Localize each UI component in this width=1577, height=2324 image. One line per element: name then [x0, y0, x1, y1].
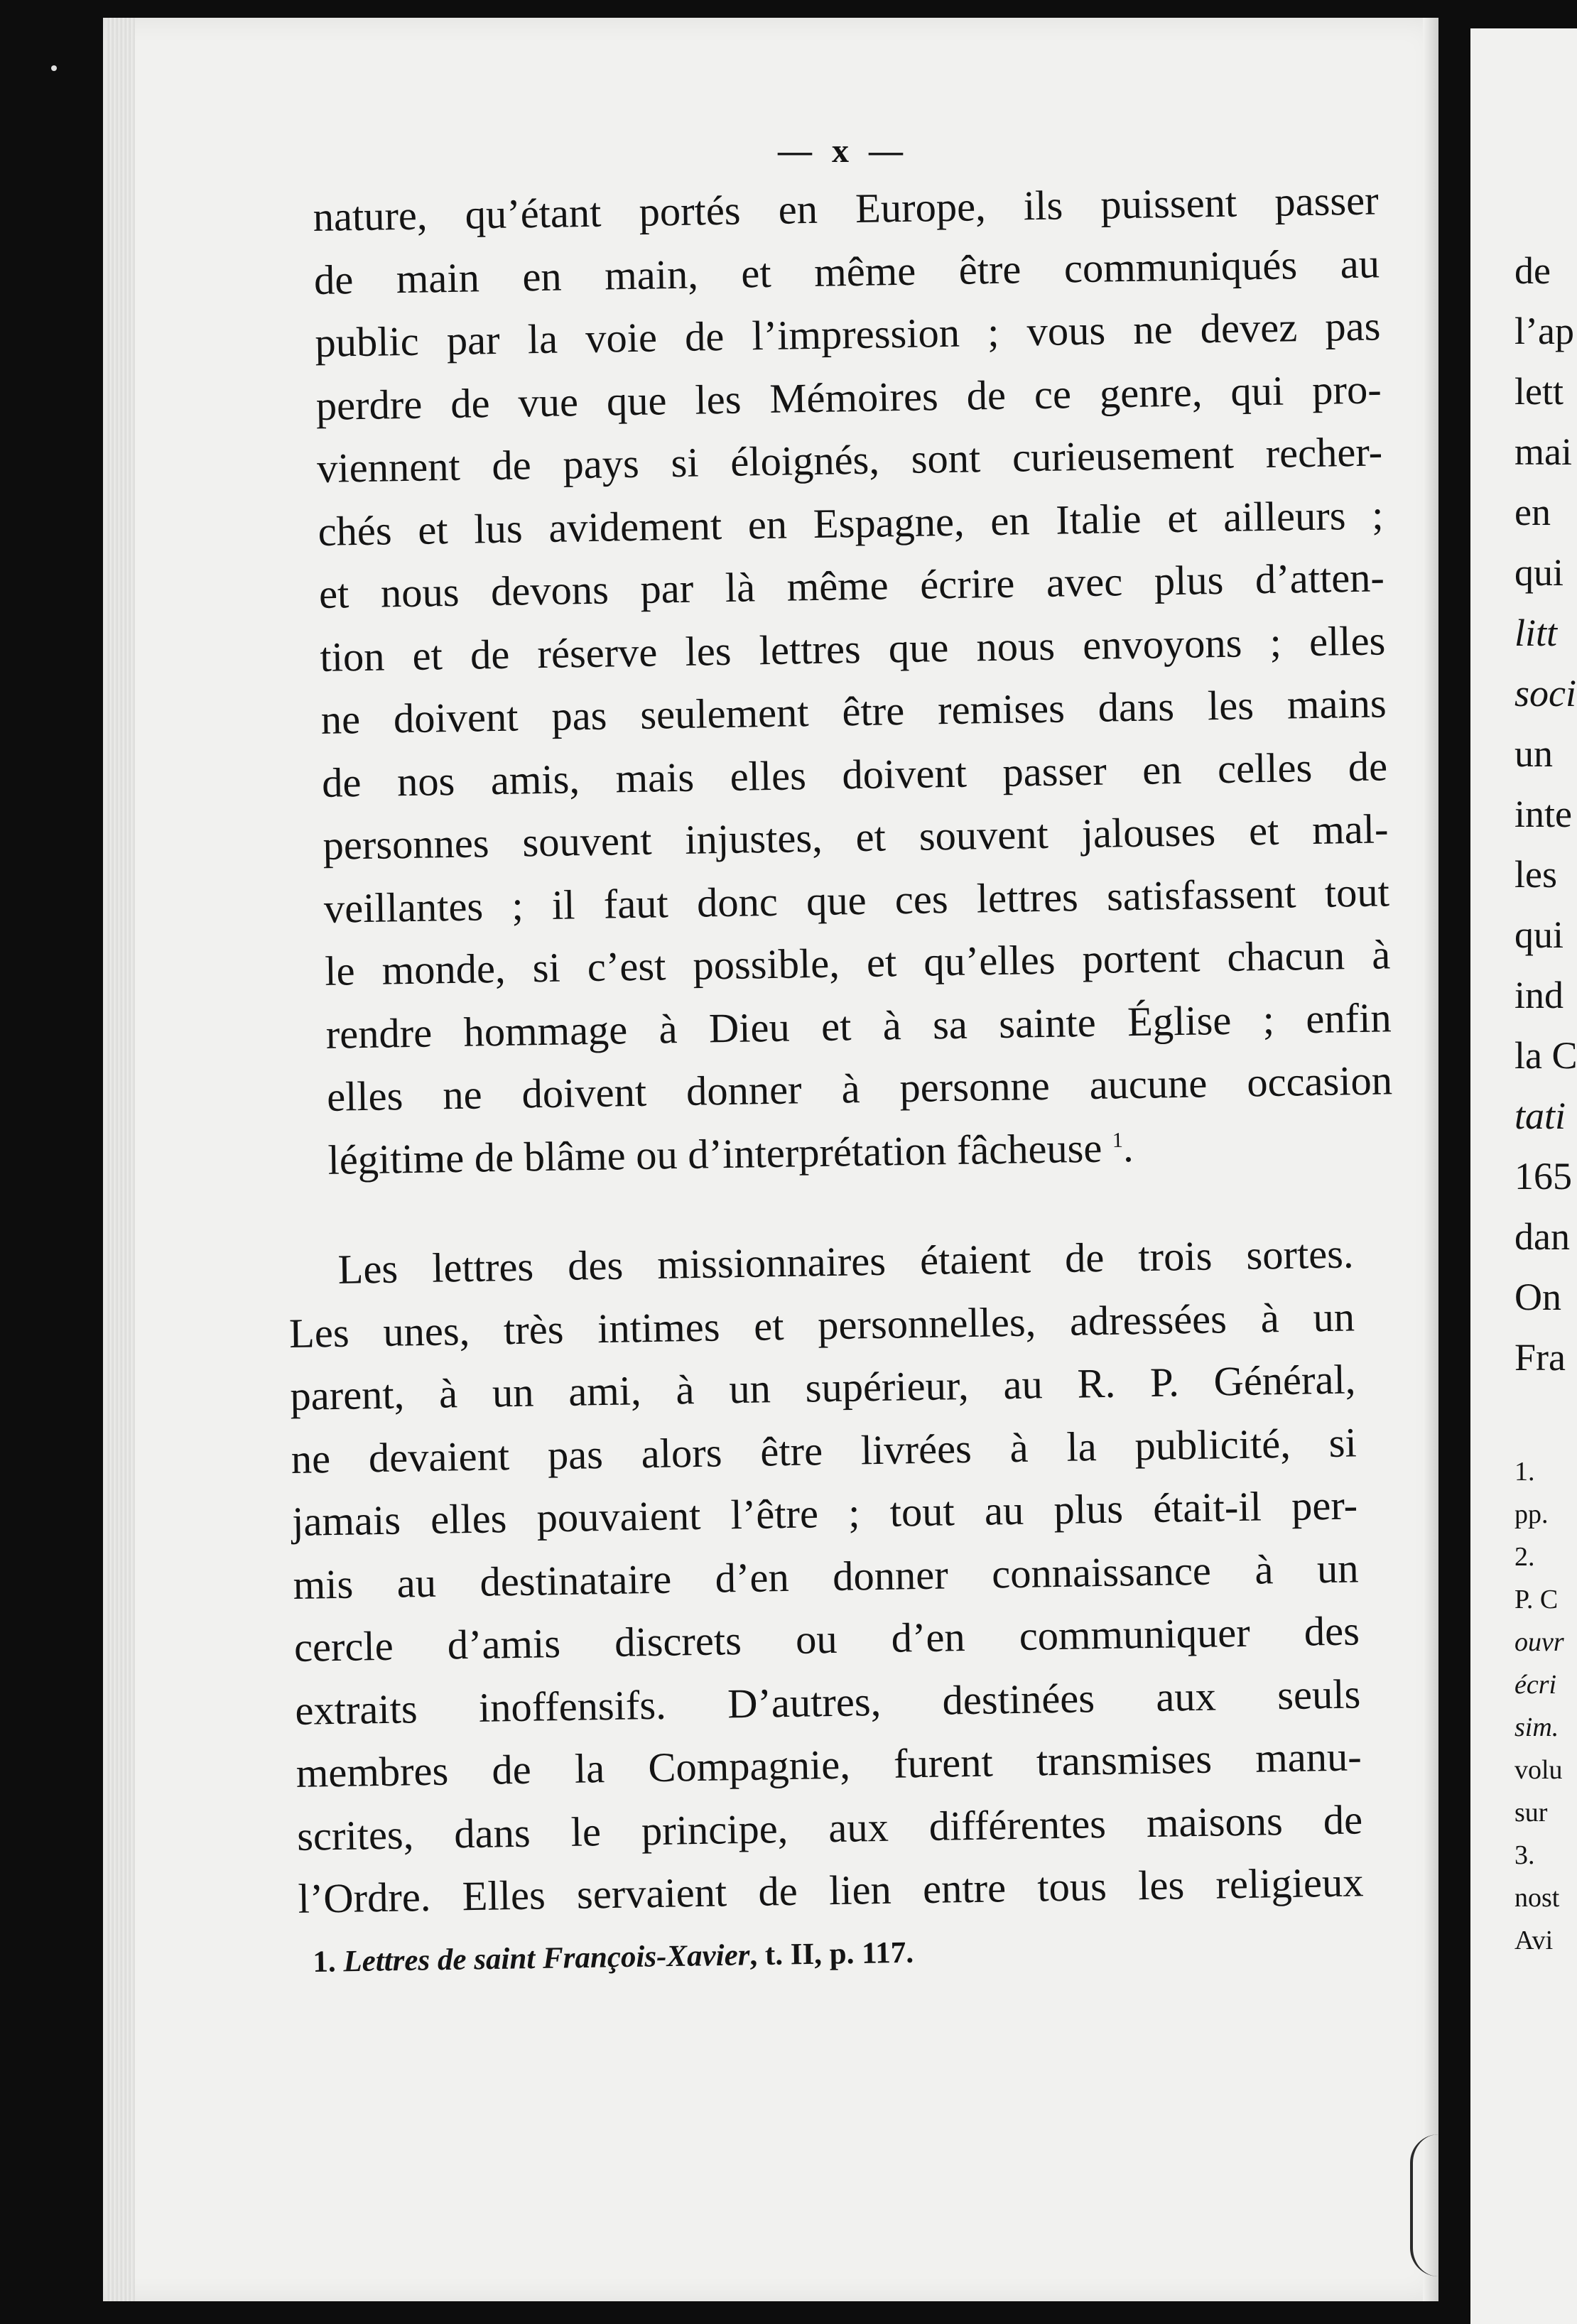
text-line: mis au destinataire d’en donner connaissance à un	[293, 1544, 1359, 1608]
text-line: parent, à un ami, à un supérieur, au R. P. Général,	[289, 1356, 1356, 1419]
footnote-reference: 1	[1112, 1128, 1124, 1152]
text-line: scrites, dans le principe, aux différentes maisons de	[296, 1796, 1363, 1859]
right-page-partial	[1470, 28, 1577, 2324]
text-line-last-body: légitime de blâme ou d’interprétation fâcheuse	[327, 1124, 1102, 1183]
text-line: tion et de réserve les lettres que nous envoyons ; elles	[319, 617, 1386, 680]
right-page-footnote: ouvr	[1514, 1627, 1564, 1657]
right-page-footnote: sur	[1514, 1798, 1548, 1828]
text-line: le monde, si c’est possible, et qu’elles portent chacun à	[324, 931, 1391, 994]
footnote-ref: , t. II, p. 117.	[749, 1935, 914, 1972]
right-page-line: litt	[1514, 612, 1558, 654]
text-line: jamais elles pouvaient l’être ; tout au plus était-il per-	[291, 1482, 1358, 1545]
text-line: veillantes ; il faut donc que ces lettres satisfassent tout	[323, 868, 1390, 932]
right-page-line: lett	[1514, 370, 1564, 413]
page-number: — x —	[778, 132, 909, 170]
text-line: ne devaient pas alors être livrées à la publicité, si	[291, 1418, 1357, 1482]
right-page-footnote: 3.	[1514, 1840, 1535, 1870]
text-line: viennent de pays si éloignés, sont curieusement recher-	[316, 428, 1383, 492]
right-page-line: Fra	[1514, 1336, 1566, 1379]
right-page-line: On	[1514, 1276, 1561, 1318]
text-line: extraits inoffensifs. D’autres, destinées aux seuls	[294, 1670, 1361, 1734]
right-page-line: un	[1514, 732, 1553, 775]
right-page-footnote: 1.	[1514, 1457, 1535, 1487]
right-page-line: tati	[1514, 1095, 1566, 1137]
text-line: membres de la Compagnie, furent transmises manu-	[296, 1733, 1362, 1796]
text-line: Les unes, très intimes et personnelles, adressées à un	[288, 1293, 1355, 1357]
right-page-line: qui	[1514, 551, 1564, 594]
text-line: elles ne doivent donner à personne aucune occasion	[326, 1057, 1393, 1120]
text-line: personnes souvent injustes, et souvent jalouses et mal-	[323, 805, 1389, 869]
right-page-line: de	[1514, 249, 1551, 292]
page-curl	[1410, 2134, 1456, 2276]
scan-dust-speck	[51, 65, 57, 71]
paragraph-1	[313, 169, 1394, 1191]
right-page-line: 165	[1514, 1155, 1572, 1198]
right-page-line: inte	[1514, 793, 1572, 835]
text-line: l’Ordre. Elles servaient de lien entre tous les religieux	[298, 1859, 1364, 1922]
right-page-line: l’ap	[1514, 310, 1574, 352]
right-page-line: en	[1514, 491, 1551, 533]
right-page-footnote: pp.	[1514, 1499, 1549, 1529]
text-line: public par la voie de l’impression ; vous ne devez pas	[314, 303, 1381, 366]
right-page-footnote: P. C	[1514, 1585, 1559, 1614]
right-page-line: mai	[1514, 430, 1572, 473]
right-page-footnote: nost	[1514, 1883, 1560, 1913]
right-page-line: la C	[1514, 1034, 1577, 1077]
paragraph-2	[288, 1222, 1364, 1931]
text-line: ne doivent pas seulement être remises dans les mains	[320, 680, 1387, 743]
text-line: perdre de vue que les Mémoires de ce genre, qui pro-	[315, 365, 1382, 429]
left-page-gutter-shadow	[1423, 18, 1438, 2301]
text-line: et nous devons par là même écrire avec plus d’atten-	[318, 554, 1385, 617]
right-page-footnote: écri	[1514, 1670, 1557, 1700]
footnote-number: 1.	[313, 1945, 336, 1979]
left-page-edge	[107, 18, 135, 2301]
text-line: chés et lus avidement en Espagne, en Italie et ailleurs ;	[318, 491, 1384, 555]
right-page-line: dan	[1514, 1215, 1570, 1258]
text-line: cercle d’amis discrets ou d’en communiquer des	[293, 1607, 1360, 1671]
footnote-title: Lettres de saint François-Xavier	[343, 1938, 750, 1979]
right-page-footnote: Avi	[1514, 1926, 1554, 1955]
text-line: Les lettres des missionnaires étaient de trois sortes.	[337, 1230, 1355, 1293]
right-page-line: ind	[1514, 974, 1564, 1016]
right-page-line: qui	[1514, 913, 1564, 956]
text-line: de main en main, et même être communiqués au	[313, 239, 1380, 303]
right-page-line: les	[1514, 853, 1557, 896]
text-line: de nos amis, mais elles doivent passer en celles de	[321, 742, 1388, 806]
right-page-footnote: sim.	[1514, 1712, 1559, 1742]
sentence-end: .	[1122, 1124, 1134, 1171]
right-page-footnote: 2.	[1514, 1542, 1535, 1572]
right-page-footnote: volu	[1514, 1755, 1563, 1785]
text-line: nature, qu’étant portés en Europe, ils puissent passer	[313, 177, 1380, 240]
right-page-line: soci	[1514, 672, 1576, 715]
text-line: rendre hommage à Dieu et à sa sainte Église ; enfin	[325, 994, 1392, 1058]
